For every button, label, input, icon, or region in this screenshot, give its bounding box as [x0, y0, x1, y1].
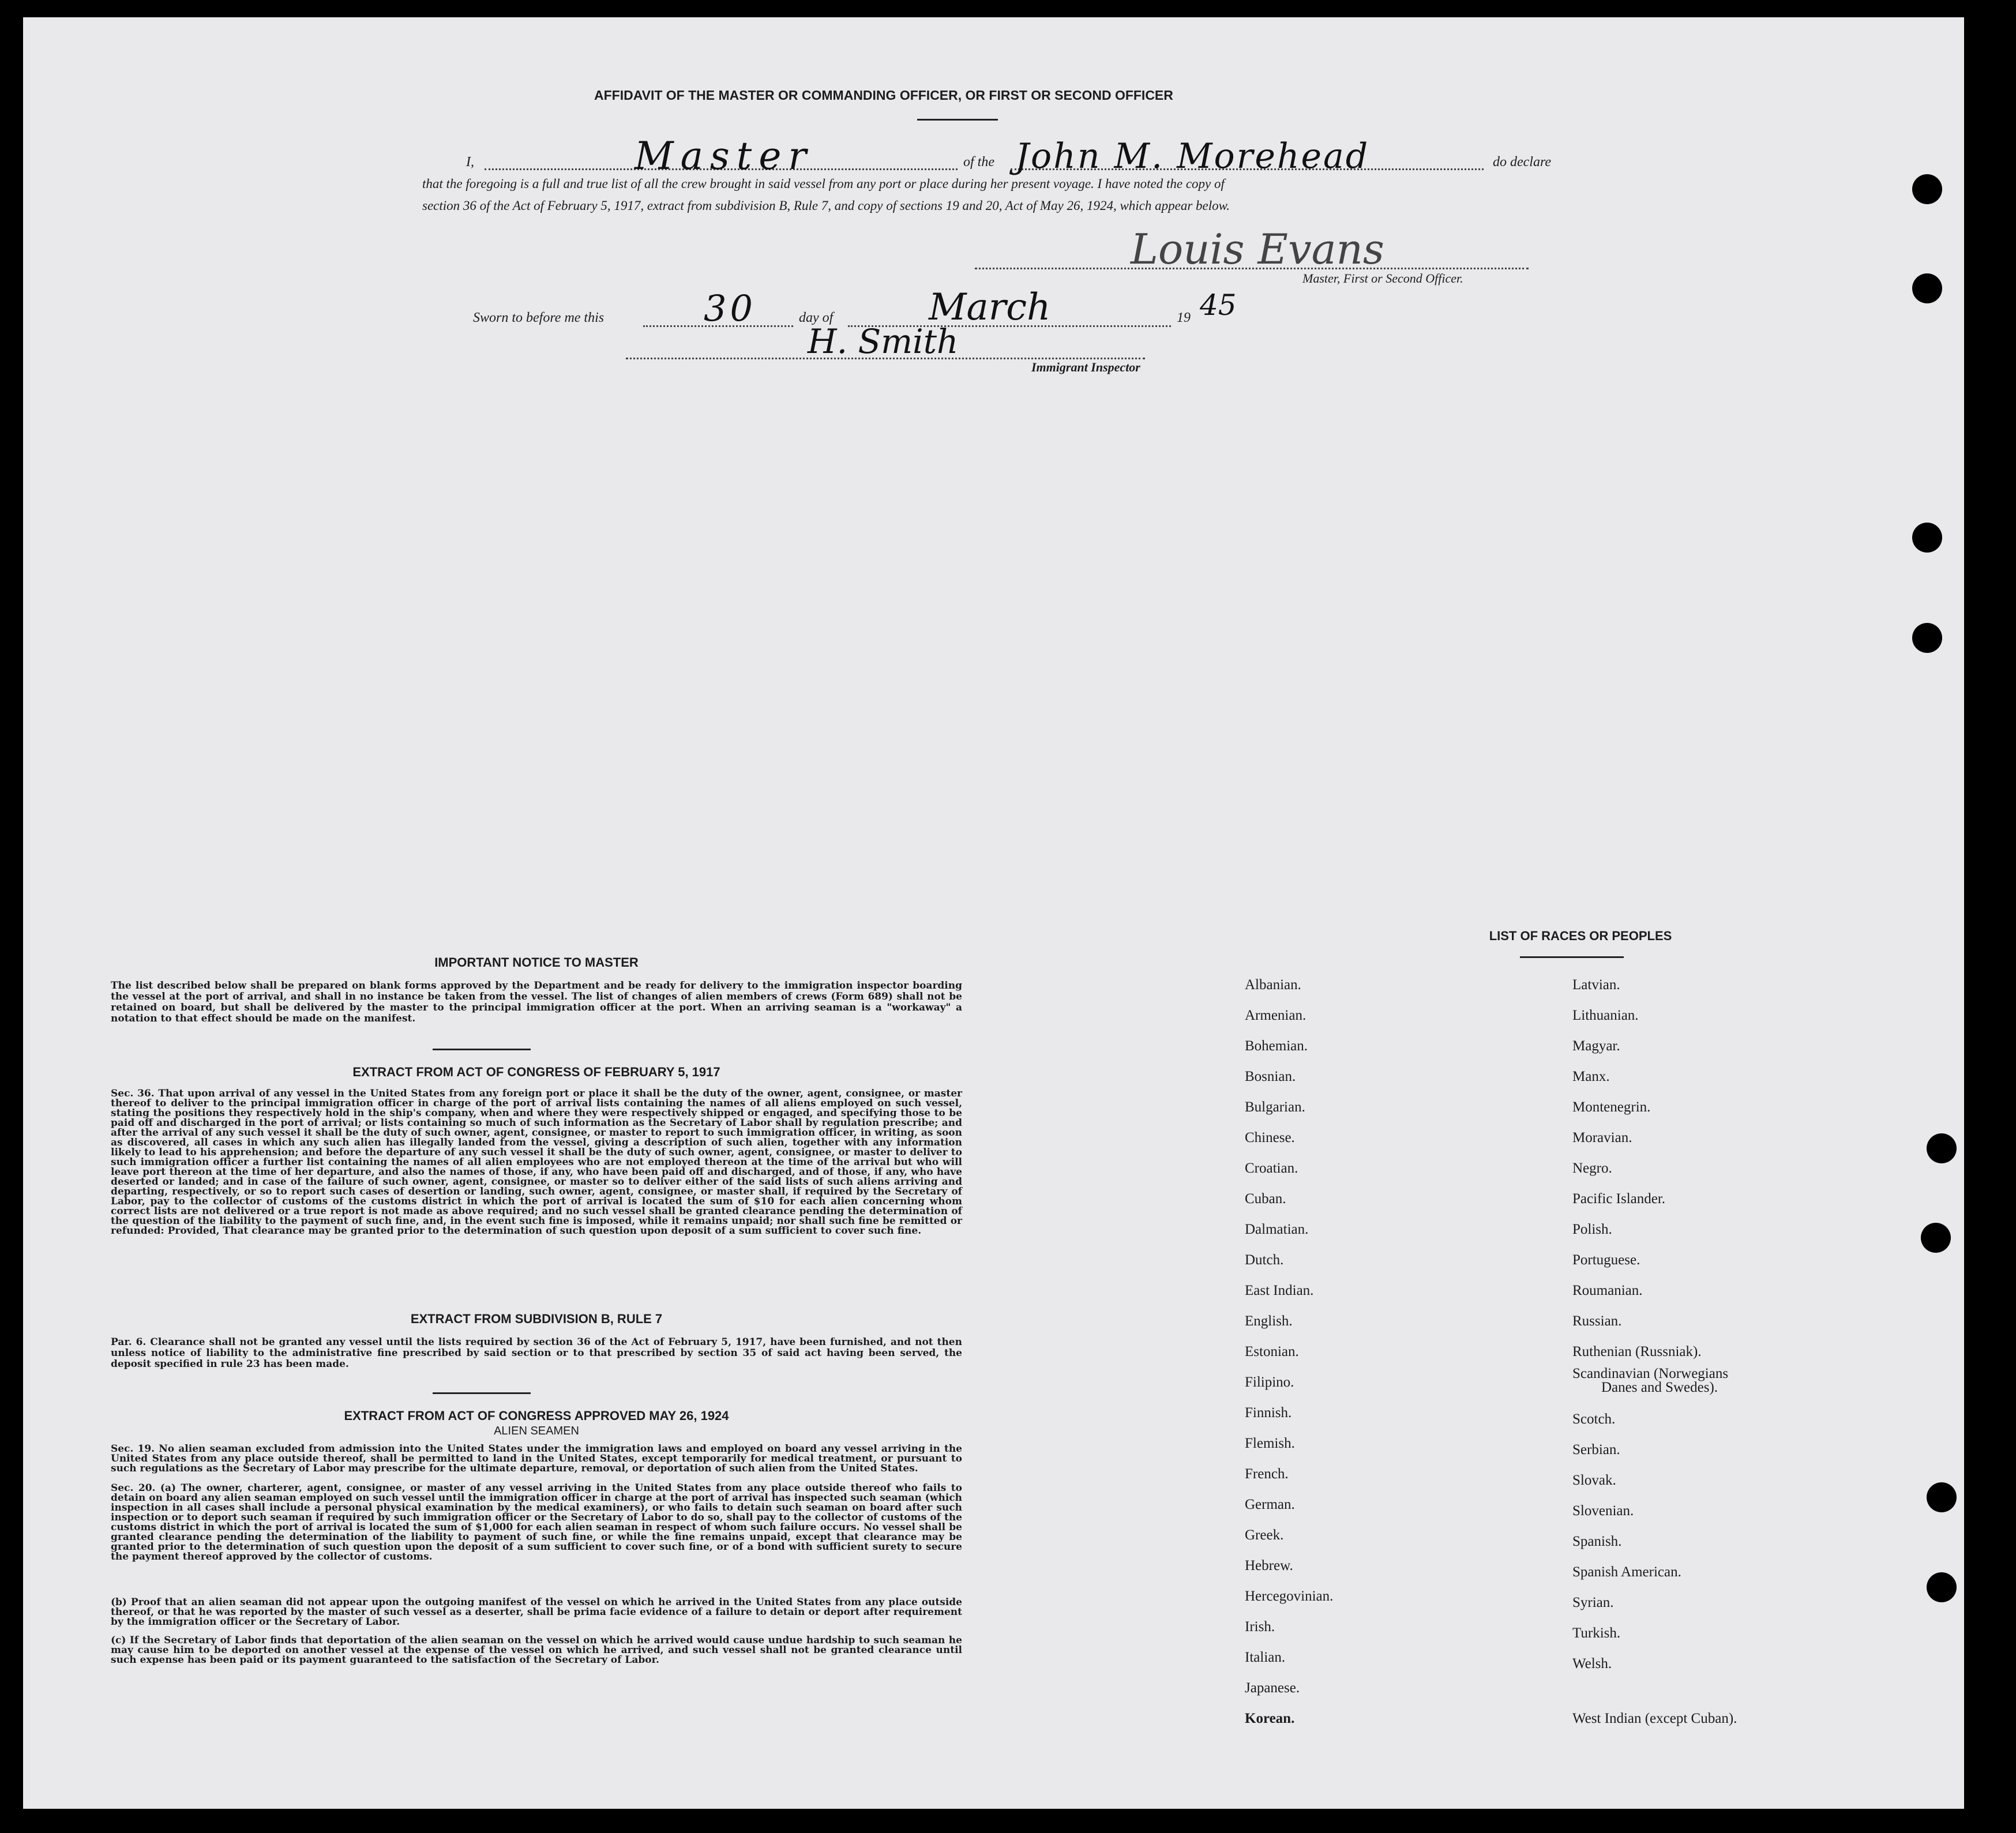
race-item: Slovak. [1572, 1473, 1616, 1488]
race-item: Polish. [1572, 1222, 1612, 1237]
races-rule [1520, 956, 1624, 958]
of-the-label: of the [963, 155, 994, 170]
race-item: Syrian. [1572, 1595, 1614, 1610]
race-item: Montenegrin. [1572, 1099, 1651, 1115]
punch-hole [1912, 273, 1942, 303]
race-item: Finnish. [1245, 1405, 1292, 1421]
day-handwritten: 30 [704, 287, 756, 329]
notice-text: The list described below shall be prepared on blank forms approved by the Department and be ready for delivery to the immigration inspector boarding the vessel at the port of arrival, and shall in no instance be taken from the vessel. The list of changes of alien members of crews (Form 689) shall not be retained on board, but shall be delivered by the master to the principal immigration officer at the port. When an arriving seaman is a "workaway" a notation to that effect should be made on the manifest. [111, 980, 962, 1024]
act1924-sec20c: (c) If the Secretary of Labor finds that deportation of the alien seaman on the vessel on which he arrived would cause undue hardship to such seaman he may cause him to be deported on another vessel at the expense of the vessel on which he arrived, and such vessel shall not be granted clearance until such expense has been paid or its payment guaranteed to the satisfaction of the Secretary of Labor. [111, 1635, 962, 1666]
affidavit-line-2: that the foregoing is a full and true list of all the crew brought in said vessel from any port or place during her present voyage. I have noted the copy of [422, 176, 1225, 191]
signature-caption: Master, First or Second Officer. [1302, 271, 1463, 286]
race-item: Greek. [1245, 1527, 1284, 1543]
race-item: Japanese. [1245, 1680, 1300, 1696]
race-item: German. [1245, 1497, 1295, 1512]
race-item: Chinese. [1245, 1130, 1295, 1145]
race-item: Lithuanian. [1572, 1008, 1639, 1023]
month-handwritten: March [929, 286, 1051, 329]
master-signature: Louis Evans [1131, 225, 1384, 273]
inspector-caption: Immigrant Inspector [1031, 360, 1140, 374]
sworn-label: Sworn to before me this [473, 310, 605, 325]
race-item: Welsh. [1572, 1656, 1612, 1672]
year-prefix: 19 [1177, 310, 1191, 325]
race-item: Russian. [1572, 1313, 1622, 1329]
title-rule [917, 119, 998, 121]
race-item: Korean. [1245, 1711, 1295, 1726]
race-item: Moravian. [1572, 1130, 1632, 1145]
affidavit-title: AFFIDAVIT OF THE MASTER OR COMMANDING OFFICER, OR FIRST OR SECOND OFFICER [594, 88, 1173, 103]
act1924-title: EXTRACT FROM ACT OF CONGRESS APPROVED MAY 26, 1924 [344, 1408, 729, 1423]
race-item: French. [1245, 1466, 1289, 1482]
race-item: Armenian. [1245, 1008, 1307, 1023]
notice-title: IMPORTANT NOTICE TO MASTER [434, 955, 639, 970]
race-item: Manx. [1572, 1069, 1610, 1084]
day-of-label: day of [799, 310, 834, 325]
declarant-prefix: I, [466, 155, 474, 170]
race-item: Estonian. [1245, 1344, 1299, 1359]
races-title: LIST OF RACES OR PEOPLES [1489, 929, 1672, 943]
race-item: Hebrew. [1245, 1558, 1293, 1573]
race-item: Dalmatian. [1245, 1222, 1309, 1237]
race-item: Bohemian. [1245, 1038, 1308, 1054]
race-item: Serbian. [1572, 1442, 1620, 1458]
race-item: Croatian. [1245, 1160, 1298, 1176]
race-item: Hercegovinian. [1245, 1588, 1334, 1604]
notice-rule [433, 1049, 531, 1050]
race-item: Bosnian. [1245, 1069, 1296, 1084]
punch-hole [1927, 1482, 1957, 1512]
inspector-signature: H. Smith [808, 322, 959, 361]
race-item: Albanian. [1245, 977, 1301, 993]
rule7-title: EXTRACT FROM SUBDIVISION B, RULE 7 [410, 1312, 663, 1326]
race-item: Flemish. [1245, 1436, 1295, 1451]
year-handwritten: 45 [1200, 288, 1237, 322]
race-item: Ruthenian (Russniak). [1572, 1344, 1702, 1359]
race-item: Latvian. [1572, 977, 1620, 993]
race-item: Italian. [1245, 1650, 1286, 1665]
race-item: Scandinavian (Norwegians [1572, 1366, 1729, 1381]
race-item: Portuguese. [1572, 1252, 1640, 1268]
punch-hole [1927, 1133, 1957, 1163]
race-item: Slovenian. [1572, 1503, 1634, 1519]
race-item: English. [1245, 1313, 1293, 1329]
race-item: Danes and Swedes). [1601, 1380, 1718, 1395]
punch-hole [1927, 1572, 1957, 1602]
race-item: Spanish American. [1572, 1564, 1681, 1580]
act1924-subtitle: ALIEN SEAMEN [494, 1425, 579, 1437]
race-item: Pacific Islander. [1572, 1191, 1666, 1207]
race-item: Dutch. [1245, 1252, 1284, 1268]
punch-hole [1912, 523, 1942, 553]
rule7-rule [433, 1392, 531, 1394]
race-item: Scotch. [1572, 1411, 1616, 1427]
role-handwritten: Master [635, 134, 813, 178]
act1924-sec20b: (b) Proof that an alien seaman did not appear upon the outgoing manifest of the vessel on which he arrived in the United States from any place outside thereof, or that he was reported by the master of such vessel as a deserter, shall be prima facie evidence of a failure to detain or deport after requirement by the immigration officer or the Secretary of Labor. [111, 1597, 962, 1628]
punch-hole [1921, 1223, 1951, 1253]
race-item: Roumanian. [1572, 1283, 1643, 1298]
vessel-handwritten: John M. Morehead [1015, 136, 1370, 176]
affidavit-line-3: section 36 of the Act of February 5, 1917, extract from subdivision B, Rule 7, and copy of sections 19 and 20, Act of May 26, 1924, which appear below. [422, 198, 1230, 213]
race-item: Magyar. [1572, 1038, 1620, 1054]
do-declare-label: do declare [1493, 155, 1552, 170]
race-item: Spanish. [1572, 1534, 1622, 1549]
punch-hole [1912, 623, 1942, 653]
race-item: Bulgarian. [1245, 1099, 1305, 1115]
race-item: Turkish. [1572, 1625, 1621, 1641]
form-sheet [23, 17, 1964, 1809]
act1924-sec20a: Sec. 20. (a) The owner, charterer, agent, consignee, or master of any vessel arriving in the United States from any place outside thereof who fails to detain on board any alien seaman employed on such vessel until the immigration officer in charge at the port of arrival has inspected such seaman (which inspection in all cases shall include a personal physical examination by the medical examiners), or who fails to detain such seaman on board after such inspection or to deport such seaman if required by such immigration officer or the Secretary of Labor to do so, shall pay to the collector of customs of the customs district in which the port of arrival is located the sum of $1,000 for each alien seaman in respect of whom such failure occurs. No vessel shall be granted clearance pending the determination of the liability to payment of such fine, or while the fine remains unpaid, except that clearance may be granted prior to the determination of such question upon the deposit of a sum sufficient to cover such fine, or of a bond with sufficient surety to secure the payment thereof approved by the collector of customs. [111, 1482, 963, 1562]
act1917-title: EXTRACT FROM ACT OF CONGRESS OF FEBRUARY 5, 1917 [352, 1065, 720, 1079]
act1924-sec19: Sec. 19. No alien seaman excluded from admission into the United States under the immigration laws and employed on board any vessel arriving in the United States from any place outside thereof, shall be permitted to land in the United States, except temporarily for medical treatment, or pursuant to such regulations as the Secretary of Labor may prescribe for the ultimate departure, removal, or deportation of such alien from the United States. [111, 1443, 962, 1474]
punch-hole [1912, 174, 1942, 204]
race-item: East Indian. [1245, 1283, 1314, 1298]
act1917-text: Sec. 36. That upon arrival of any vessel in the United States from any foreign port or place it shall be the duty of the owner, agent, consignee, or master thereof to deliver to the principal immigration officer in charge of the port of arrival lists containing the names of all aliens employed on such vessel, stating the positions they respectively hold in the ship's company, when and where they were respectively shipped or engaged, and specifying those to be paid off and discharged in the port of arrival; or lists containing so much of such information as the Secretary of Labor shall by regulation prescribe; and after the arrival of any such vessel it shall be the duty of such owner, agent, consignee, or master to report to such immigration officer, in writing, as soon as discovered, all cases in which any such alien has illegally landed from the vessel, giving a description of such alien, together with any information likely to lead to his apprehension; and before the departure of any such vessel it shall be the duty of such owner, agent, consignee, or master to deliver to such immigration officer a further list containing the names of all alien employees who are not employed thereon at the time of the arrival but who will leave port thereon at the time of her departure, and also the names of those, if any, who have been paid off and discharged, and of those, if any, who have deserted or landed; and in case of the failure of such owner, agent, consignee, or master so to deliver either of the said lists of such aliens arriving and departing, respectively, or so to report such cases of desertion or landing, such owner, agent, consignee, or master shall, if required by the Secretary of Labor, pay to the collector of customs of the customs district in which the port of arrival is located the sum of $10 for each alien concerning whom correct lists are not delivered or a true report is not made as above required; and no such vessel shall be granted clearance pending the determination of the question of the liability to the payment of such fine, and, in the event such fine is imposed, while it remains unpaid; nor shall such fine be remitted or refunded: Provided, That clearance may be granted prior to the determination of such question upon deposit of a sum sufficient to cover such fine. [111, 1088, 962, 1237]
race-item: Cuban. [1245, 1191, 1286, 1207]
race-item: West Indian (except Cuban). [1572, 1711, 1737, 1726]
race-item: Negro. [1572, 1160, 1612, 1176]
race-item: Irish. [1245, 1619, 1275, 1635]
race-item: Filipino. [1245, 1374, 1294, 1390]
rule7-text: Par. 6. Clearance shall not be granted any vessel until the lists required by section 36 of the Act of February 5, 1917, have been furnished, and not then unless notice of liability to the administrative fine prescribed by said section or to that prescribed by section 35 of said act having been served, the deposit specified in rule 23 has been made. [111, 1336, 962, 1370]
